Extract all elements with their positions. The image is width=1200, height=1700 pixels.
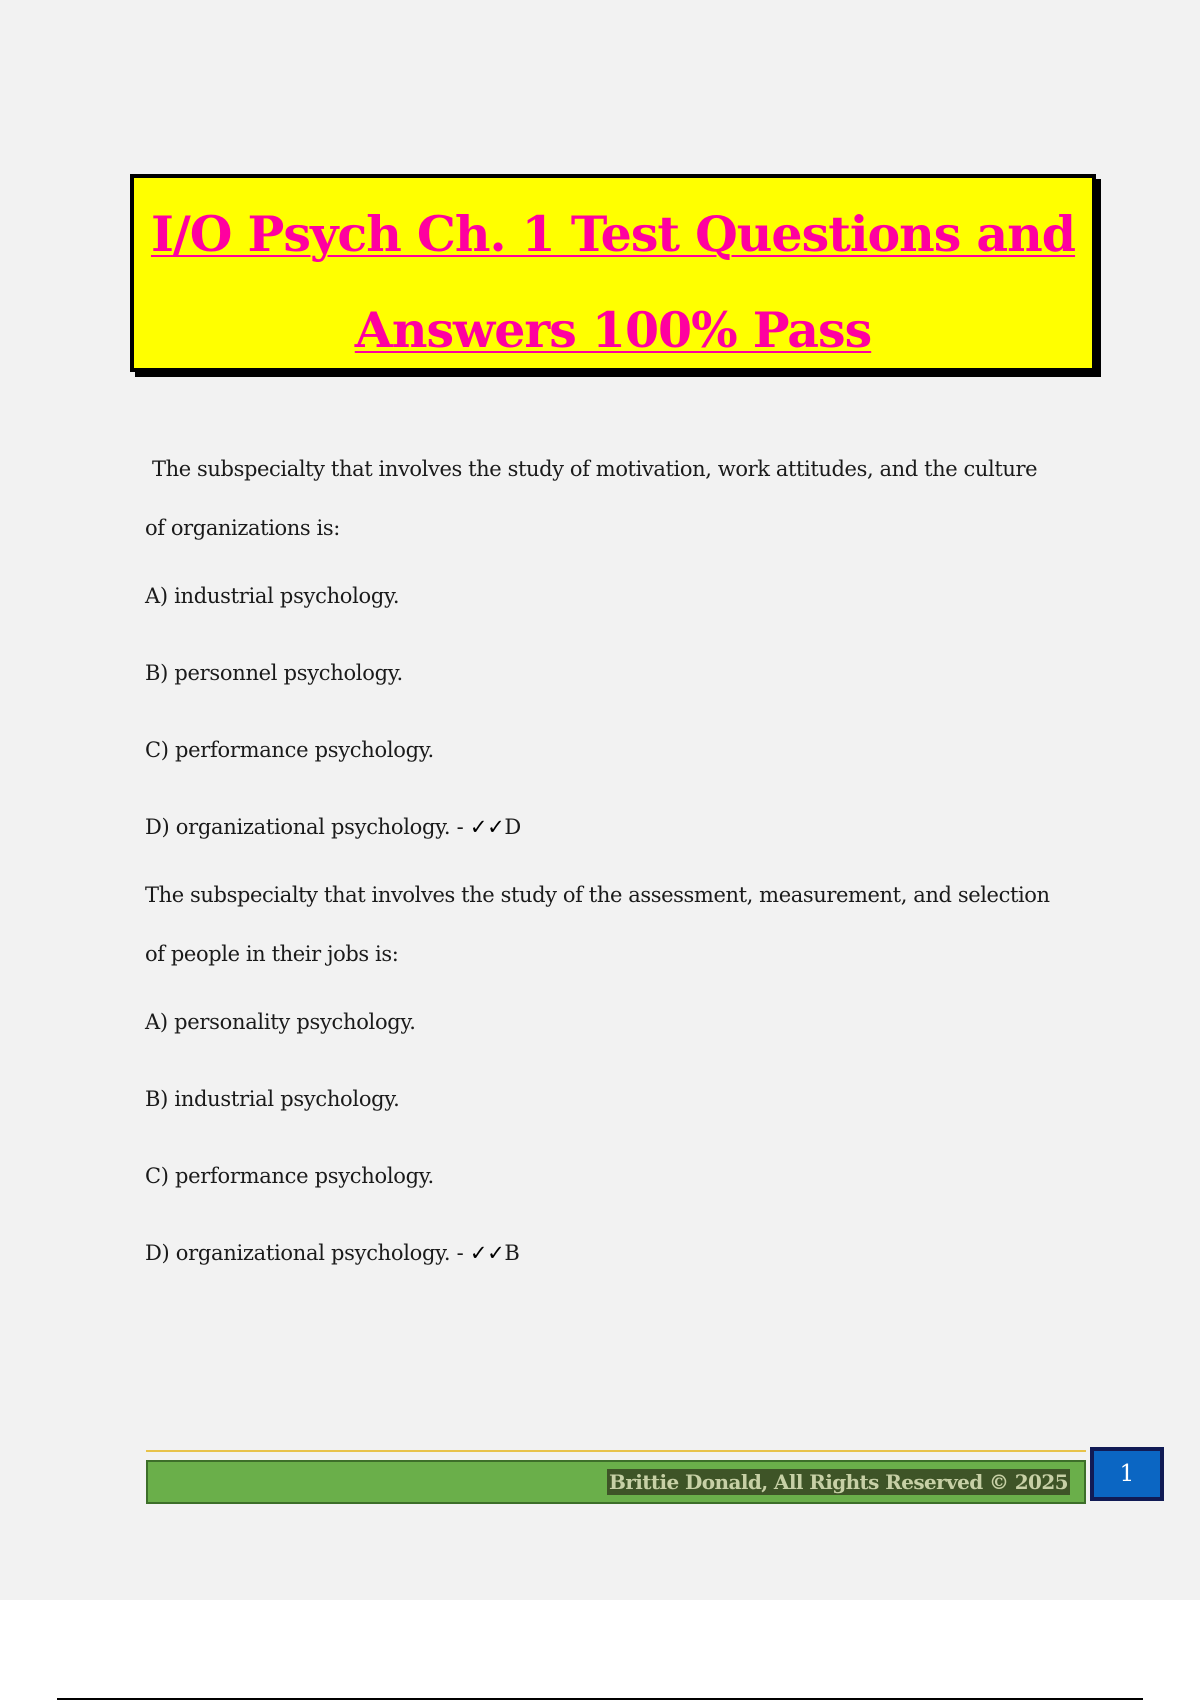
question-1-option-d	[145, 789, 1085, 866]
question-2-text-line-1: The subspecialty that involves the study of the assessment, measurement, and selection	[145, 883, 1050, 907]
question-2-option-d-text: D) organizational psychology. -	[145, 1241, 470, 1265]
question-2-option-c: C) performance psychology.	[145, 1164, 434, 1188]
question-1-text-line-1: The subspecialty that involves the study of motivation, work attitudes, and the culture	[152, 457, 1038, 481]
question-1-option-b: B) personnel psychology.	[145, 661, 403, 685]
question-2-option-a: A) personality psychology.	[145, 1010, 416, 1034]
question-2-text-line-2: of people in their jobs is:	[145, 942, 399, 966]
title-banner	[130, 174, 1096, 372]
footer-copyright: Brittie Donald, All Rights Reserved © 2025	[609, 1470, 1068, 1494]
question-block-2	[145, 866, 1085, 1292]
question-1-answer: D	[504, 815, 521, 839]
question-2-option-b: B) industrial psychology.	[145, 1087, 400, 1111]
question-1-option-d-text: D) organizational psychology. -	[145, 815, 470, 839]
title-line-2: Answers 100% Pass	[354, 301, 872, 359]
title-line-1: I/O Psych Ch. 1 Test Questions and	[150, 205, 1076, 263]
question-1-option-c: C) performance psychology.	[145, 738, 434, 762]
question-1-option-a: A) industrial psychology.	[145, 584, 400, 608]
footer-bar	[146, 1460, 1086, 1504]
answer-check-icon: ✓✓	[469, 815, 505, 839]
question-2-option-d	[145, 1215, 1085, 1292]
page-number-badge: 1	[1090, 1447, 1164, 1501]
answer-check-icon: ✓✓	[469, 1241, 505, 1265]
question-1-text-line-2: of organizations is:	[145, 516, 340, 540]
question-2-answer: B	[504, 1241, 520, 1265]
questions-content	[145, 440, 1085, 1292]
question-block-1	[145, 440, 1085, 866]
footer-divider	[146, 1450, 1086, 1452]
